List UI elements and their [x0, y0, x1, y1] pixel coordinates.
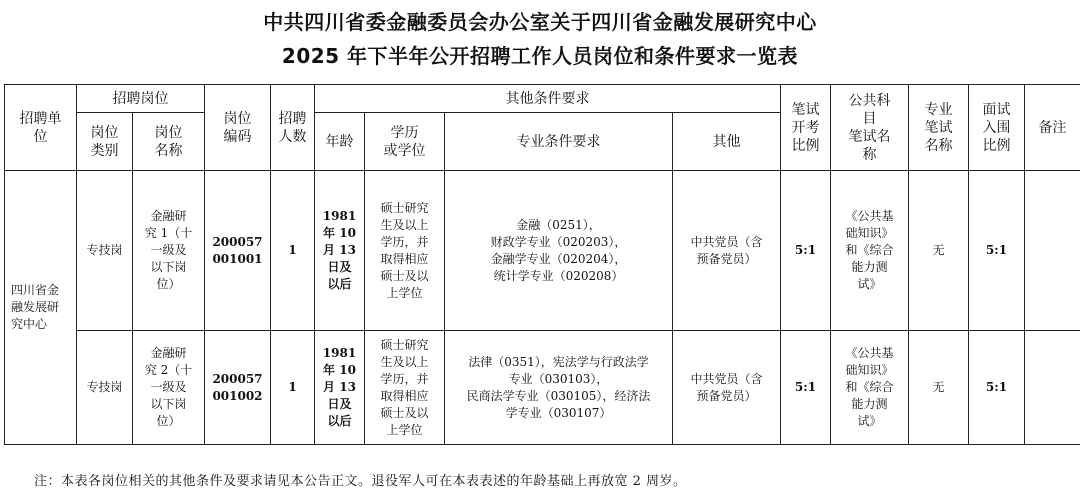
cell-code: 200057 001002 [205, 331, 271, 445]
header-remarks: 备注 [1025, 85, 1080, 171]
header-major: 专业条件要求 [445, 113, 673, 171]
cell-other: 中共党员（含 预备党员） [673, 171, 781, 331]
cell-name: 金融研 究 2（十 一级及 以下岗 位） [133, 331, 205, 445]
cell-remarks [1025, 171, 1080, 331]
table-row [5, 171, 1080, 331]
cell-category: 专技岗 [77, 331, 133, 445]
cell-other: 中共党员（含 预备党员） [673, 331, 781, 445]
cell-remarks [1025, 331, 1080, 445]
header-interview-ratio: 面试 入围 比例 [969, 85, 1025, 171]
unit-name: 四川省金 融发展研 究中心 [5, 171, 77, 445]
cell-major-exam: 无 [909, 171, 969, 331]
cell-count: 1 [271, 331, 315, 445]
header-category: 岗位 类别 [77, 113, 133, 171]
cell-name: 金融研 究 1（十 一级及 以下岗 位） [133, 171, 205, 331]
cell-public-subject: 《公共基 础知识》 和《综合 能力测 试》 [831, 331, 909, 445]
cell-major: 法律（0351），宪法学与行政法学 专业（030103）， 民商法学专业（030105），经济法 学专业（030107） [445, 331, 673, 445]
cell-exam-ratio: 5:1 [781, 331, 831, 445]
header-other-group: 其他条件要求 [315, 85, 781, 113]
cell-category: 专技岗 [77, 171, 133, 331]
table-row [5, 331, 1080, 445]
header-position-group: 招聘岗位 [77, 85, 205, 113]
footnote: 注：本表各岗位相关的其他条件及要求请见本公告正文。退役军人可在本表表述的年龄基础上再放宽 2 周岁。 [34, 474, 687, 489]
cell-age: 1981 年 10 月 13 日及 以后 [315, 331, 365, 445]
cell-public-subject: 《公共基 础知识》 和《综合 能力测 试》 [831, 171, 909, 331]
header-count: 招聘 人数 [271, 85, 315, 171]
header-public-subject: 公共科 目 笔试名 称 [831, 85, 909, 171]
cell-exam-ratio: 5:1 [781, 171, 831, 331]
cell-interview-ratio: 5:1 [969, 171, 1025, 331]
header-code: 岗位 编码 [205, 85, 271, 171]
header-education: 学历 或学位 [365, 113, 445, 171]
header-unit: 招聘单 位 [5, 85, 77, 171]
cell-education: 硕士研究 生及以上 学历，并 取得相应 硕士及以 上学位 [365, 171, 445, 331]
cell-major-exam: 无 [909, 331, 969, 445]
title-line-1: 中共四川省委金融委员会办公室关于四川省金融发展研究中心 [263, 10, 817, 34]
title-line-2: 2025 年下半年公开招聘工作人员岗位和条件要求一览表 [281, 44, 799, 68]
cell-major: 金融（0251）， 财政学专业（020203）， 金融学专业（020204）， 统计学专业（020208） [445, 171, 673, 331]
cell-code: 200057 001001 [205, 171, 271, 331]
cell-education: 硕士研究 生及以上 学历，并 取得相应 硕士及以 上学位 [365, 331, 445, 445]
header-major-exam: 专业 笔试 名称 [909, 85, 969, 171]
header-other: 其他 [673, 113, 781, 171]
cell-interview-ratio: 5:1 [969, 331, 1025, 445]
header-age: 年龄 [315, 113, 365, 171]
cell-age: 1981 年 10 月 13 日及 以后 [315, 171, 365, 331]
cell-count: 1 [271, 171, 315, 331]
header-name: 岗位 名称 [133, 113, 205, 171]
recruitment-table [4, 84, 1080, 445]
header-exam-ratio: 笔试 开考 比例 [781, 85, 831, 171]
